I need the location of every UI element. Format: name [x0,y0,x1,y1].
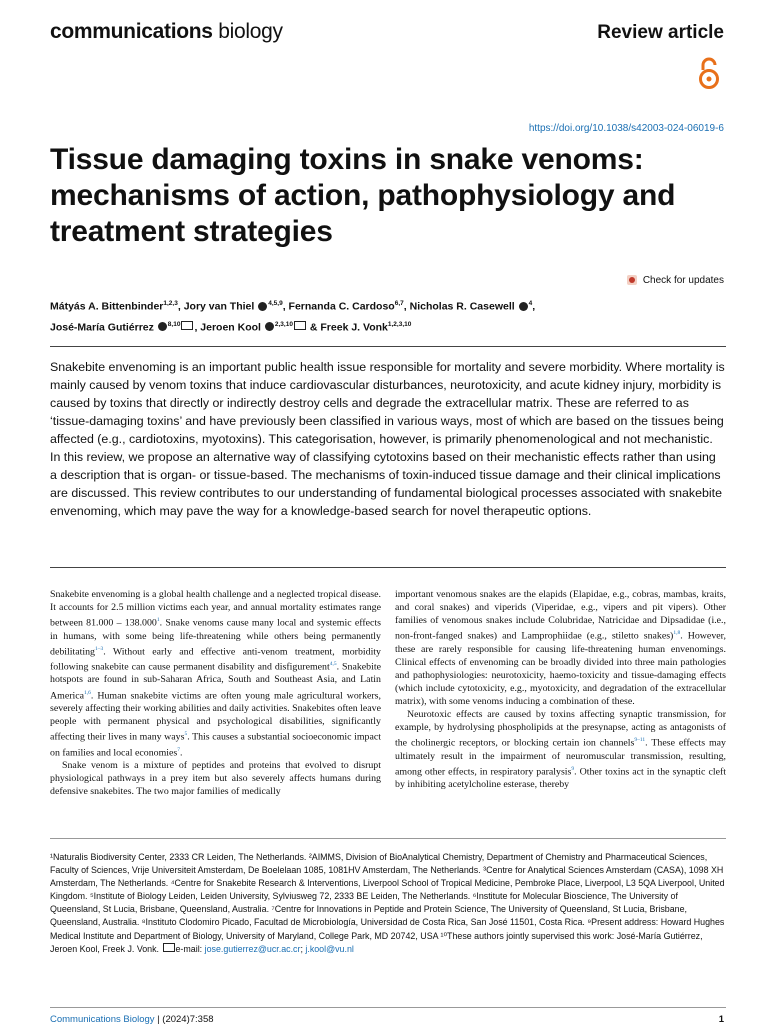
footer-citation: Communications Biology | (2024)7:358 [50,1014,214,1025]
divider [50,346,726,347]
doi-link[interactable]: https://doi.org/10.1038/s42003-024-06019-6 [528,123,724,134]
paragraph: Neurotoxic effects are caused by toxins affecting synaptic transmission, for example, by hydrolysing phospholipids at the presynapse, acting as antagonists of the cholinergic receptors, or blocking certain ion channels$^{9-11}$. These effects may ultimately result in the impairment of neuromuscular transmission, resulting, among other effects, in respiratory paralysis$^9$. Other toxins act in the synaptic cleft by inhibiting acetylcholine esterase, thereby [395,709,726,791]
check-for-updates-button[interactable] [626,274,724,286]
article-title: Tissue damaging toxins in snake venoms: mechanisms of action, pathophysiology and treatment strategies [50,143,676,248]
page-number: 1 [718,1014,724,1025]
email-icon[interactable] [294,321,306,330]
paragraph: Snakebite envenoming is a global health challenge and a neglected tropical disease. It accounts for 2.5 million victims each year, and annual mortality estimates range between 81.000 – 138.000$^1$. Snake venoms cause many local and systemic effects in humans, with some being life-threatening while others being permanently debilitating$^{1-3}$. Without early and effective anti-venom treatment, morbidity following snakebite can cause permanent disability and disfigurement$^{4,5}$. Snakebite hotspots are found in sub-Saharan Africa, South and Southeast Asia, and Latin America$^{1,6}$. Human snakebite victims are often young male agricultural workers, severely affecting their working abilities and daily activities. Snakebites often leave people with permanent physical and psychological disabilities, significantly affecting their lives in many ways$^5$. This causes a substantial socioeconomic impact on families and local economies$^7$. [50,589,381,758]
body-column-left [50,588,381,798]
orcid-icon[interactable] [265,322,274,331]
article-type: Review article [597,22,724,43]
affiliations: ¹Naturalis Biodiversity Center, 2333 CR Leiden, The Netherlands. ²AIMMS, Division of BioAnalytical Chemistry, Department of Chemistry and Pharmaceutical Sciences, Faculty of Sciences, Vrije Universiteit Amsterdam, De Boelelaan 1085, 1081HV Amsterdam, The Netherlands. ³Centre for Analytical Sciences Amsterdam (CASA), 1098 XH Amsterdam, The Netherlands. ⁴Centre for Snakebite Research & Interventions, Liverpool School of Tropical Medicine, Pembroke Place, Liverpool, L3 5QA Liverpool, United Kingdom. ⁵Institute of Biology Leiden, Leiden University, Sylviusweg 72, 2333 BE Leiden, The Netherlands. ⁶Institute for Molecular Bioscience, The University of Queensland, St Lucia, Brisbane, Queensland, Australia. ⁷Centre for Innovations in Peptide and Protein Science, The University of Queensland, St Lucia, Brisbane, Queensland, Australia. ⁸Instituto Clodomiro Picado, Facultad de Microbiología, Universidad de Costa Rica, San José 11501, Costa Rica. ⁹Present address: Howard Hughes Medical Institute and Department of Biology, University of Maryland, College Park, MD 20742, USA ¹⁰These authors jointly supervised this work: José-María Gutiérrez, Jeroen Kool, Freek J. Vonk. e-mail: jose.gutierrez@ucr.ac.cr; j.kool@vu.nl [50,852,725,954]
orcid-icon[interactable] [519,302,528,311]
email-icon[interactable] [181,321,193,330]
check-updates-icon [626,274,638,286]
open-access-icon [696,56,722,90]
journal-name: communications biology [50,20,283,43]
author-list: Mátyás A. Bittenbinder$^{1,2,3}$, Jory van Thiel $^{4,5,9}$, Fernanda C. Cardoso$^{6,7}$, Nicholas R. Casewell $^4$, José-María Gutiérrez $^{8,10}$ , Jeroen Kool $^{2,3,10}$ & Freek J. Vonk$^{1,2,3,10}$ [50,300,536,333]
divider [50,567,726,568]
body-column-right [395,588,726,791]
email-link[interactable]: jose.gutierrez@ucr.ac.cr [204,943,301,954]
paragraph: important venomous snakes are the elapids (Elapidae, e.g., cobras, mambas, kraits, and coral snakes) and viperids (Viperidae, e.g., vipers and pit vipers). Other families of venomous snakes include Colubridae, Natricidae and Dipsadidae (i.e., non-front-fanged snakes) and Lamprophiidae (e.g., stiletto snakes)$^{1,8}$. However, these are rarely responsible for causing life-threatening human envenomings. Clinical effects of envenoming can be broadly divided into three main pathologies and pathophysiologies: neurotoxicity, haemo-toxicity and tissue-damaging effects (which include cytotoxicity, e.g., myotoxicity, and degradation of the extracellular matrix), with some venoms inducing a combination of these. [395,589,726,708]
email-icon [163,943,175,952]
divider [50,1007,726,1008]
orcid-icon[interactable] [158,322,167,331]
orcid-icon[interactable] [258,302,267,311]
abstract: Snakebite envenoming is an important public health issue responsible for mortality and severe morbidity. Where mortality is mainly caused by venom toxins that induce cardiovascular disturbances, neurotoxicity, and acute kidney injury, morbidity is caused by toxins that directly or indirectly destroy cells and degrade the extracellular matrix. These are referred to as ‘tissue-damaging toxins’ and have previously been classified in various ways, most of which are based on the tissues being affected (e.g., cardiotoxins, myotoxins). This categorisation, however, is primarily phenomenological and not mechanistic. In this review, we propose an alternative way of classifying cytotoxins based on their mechanistic effects rather than using a description that is organ- or tissue-based. The mechanisms of toxin-induced tissue damage and their clinical implications are discussed. This review contributes to our understanding of fundamental biological processes associated with snakebite envenoming, which may pave the way for a knowledge-based search for novel therapeutic options. [50,360,725,518]
paragraph: Snake venom is a mixture of peptides and proteins that evolved to disrupt physiological pathways in a prey item but also severely affects humans during defensive snakebites. The two major families of medically [50,759,381,798]
email-link[interactable]: j.kool@vu.nl [305,943,354,954]
check-updates-label: Check for updates [642,274,724,286]
divider [50,838,726,839]
